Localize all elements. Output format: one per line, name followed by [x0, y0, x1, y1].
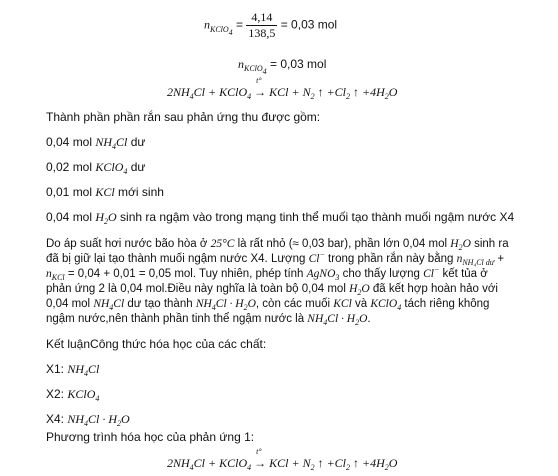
- eq-numerator: 4,14: [246, 10, 277, 26]
- list-item: 0,04 mol $H_2O$ sinh ra ngậm vào trong mạng tinh thể muối tạo thành muối ngậm nước X4: [46, 210, 515, 226]
- formula-x4: X4: $NH_4Cl \cdot H_2O$: [46, 412, 130, 428]
- paragraph-line: 0,04 mol $NH_4Cl$ dư tạo thành $NH_4Cl \cdot H_2O$, còn các muối KCl và KClO$_4$ tách riêng không: [46, 298, 490, 312]
- list-item: 0,04 mol $NH_4Cl$ dư: [46, 135, 146, 151]
- paragraph-line: Do áp suất hơi nước bão hòa ở 25°C là rất nhỏ (≈ 0,03 bar), phần lớn 0,04 mol $H_2O$ sinh ra: [46, 238, 509, 252]
- reaction-equation-bottom: $2NH_4Cl$ + KClO$_4$ t° → KCl + $N_2$ ↑ $+Cl_2$ ↑ $+4H_2O$: [167, 447, 398, 472]
- reaction-equation-top: $2NH_4Cl$ + KClO$_4$ t° → KCl + $N_2$ ↑ $+Cl_2$ ↑ $+4H_2O$: [167, 76, 398, 101]
- paragraph-line: $n_{KCl} = 0,04 + 0,01 = 0,05$ mol. Tuy nhiên, phép tính AgNO$_3$ cho thấy lượng Cl− kết tủa ở: [46, 265, 488, 282]
- paragraph-line: ngậm nước,nên thành phần tinh thể ngậm nước là $NH_4Cl \cdot H_2O$.: [46, 313, 371, 327]
- list-item: 0,02 mol KClO$_4$ dư: [46, 160, 146, 176]
- heading-conclusion: Kết luậnCông thức hóa học của các chất:: [46, 337, 267, 351]
- paragraph-line: phản ứng 2 là 0,04 mol.Điều này nghĩa là toàn bộ 0,04 mol $H_2O$ đã kết hợp hoàn hảo với: [46, 283, 498, 297]
- formula-x1: X1: $NH_4Cl$: [46, 362, 100, 378]
- eq-denominator: 138,5: [248, 26, 276, 40]
- explanation-paragraph: [46, 237, 516, 327]
- reaction-arrow: t° →: [254, 76, 267, 99]
- equation-moles: $n_{KClO_4} = 0,03$ mol: [238, 57, 327, 76]
- eq-result: = 0,03 mol: [280, 17, 338, 32]
- eq-fraction: [246, 10, 277, 41]
- formula-x2: X2: KClO$_4$: [46, 387, 100, 403]
- list-item: 0,01 mol KCl mới sinh: [46, 185, 164, 199]
- paragraph-line: đã bị giữ lại tạo thành muối ngậm nước X4. Lượng Cl− trong phần rắn này bằng $n_{NH_4Cl dư}$ +: [46, 250, 505, 267]
- heading-solid-composition: Thành phần phần rắn sau phản ứng thu được gồm:: [46, 110, 321, 124]
- equation-moles-fraction: $n_{KClO_4}$ = $\frac{4,14}{138,5}$ = 0,03 mol: [204, 10, 338, 40]
- eq-equals: =: [236, 17, 244, 32]
- eq-var: n: [204, 17, 210, 32]
- reaction-arrow: t° →: [254, 447, 267, 470]
- heading-reaction-1: Phương trình hóa học của phản ứng 1:: [46, 430, 255, 444]
